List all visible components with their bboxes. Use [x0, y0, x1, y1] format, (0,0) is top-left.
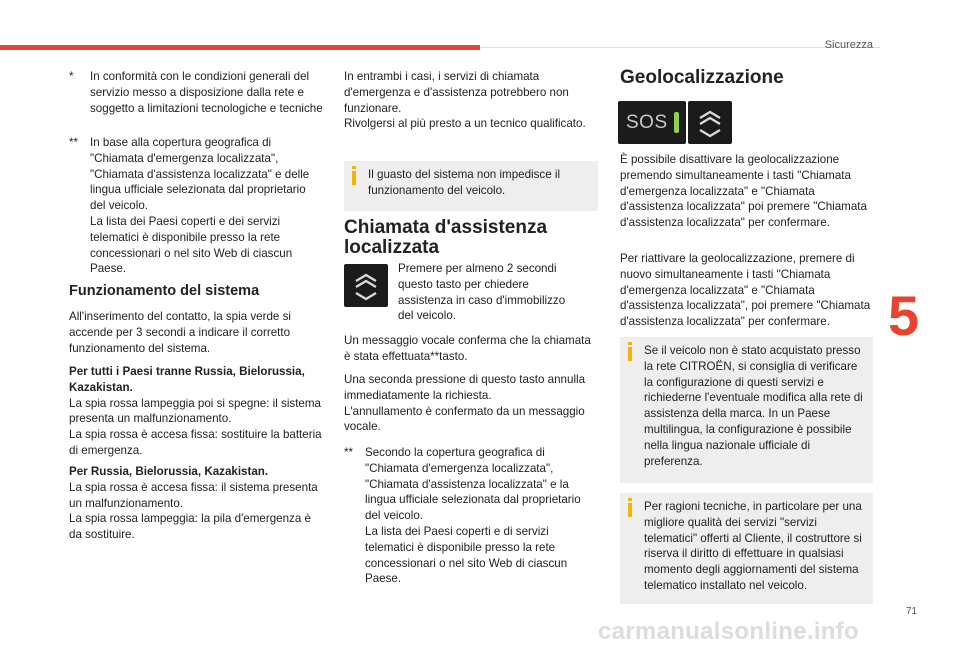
bold-lead: Per Russia, Bielorussia, Kazakistan.	[69, 465, 269, 478]
icon-description: Premere per almeno 2 secondi questo tasto per chiedere assistenza in caso d'immobilizzo del veicolo.	[398, 262, 566, 323]
assistance-button-icon	[344, 264, 388, 307]
paragraph: Per riattivare la geolocalizzazione, premere di nuovo simultaneamente i tasti "Chiamata d'emergenza localizzata" e "Chiamata d'assistenza localizzata", poi premere "Chiamata d'assistenza localizzata" per confermare.	[620, 252, 871, 329]
info-icon	[628, 347, 632, 361]
footnote-text: In conformità con le condizioni generali del servizio messo a disposizione dalla rete e soggetto a limitazioni tecnologiche e tecniche	[90, 70, 323, 115]
paragraph: È possibile disattivare la geolocalizzazione premendo simultaneamente i tasti "Chiamata d'emergenza localizzata" e "Chiamata d'assistenza localizzata" poi premere "Chiamata d'assistenza localizzata" per confermare.	[620, 153, 867, 230]
info-note	[620, 337, 873, 483]
paragraph-line: Rivolgersi al più presto a un tecnico qualificato.	[344, 117, 586, 131]
info-note	[620, 493, 873, 604]
paragraph-line: La spia rossa è accesa fissa: sostituire la batteria di emergenza.	[69, 428, 322, 457]
sos-button-icon	[618, 101, 686, 144]
footnote-text-cont: La lista dei Paesi coperti e di servizi telematici è disponibile presso la rete concessionari o nel sito Web di ciascun Paese.	[365, 524, 568, 586]
assistance-button-icon	[688, 101, 732, 144]
heading-line: Chiamata d'assistenza	[344, 217, 548, 238]
sos-label: SOS	[626, 112, 668, 133]
bold-lead: Per tutti i Paesi tranne Russia, Bielorussia, Kazakistan.	[69, 365, 305, 394]
paragraph: All'inserimento del contatto, la spia verde si accende per 3 secondi a indicare il corretto funzionamento del sistema.	[69, 310, 291, 355]
note-text: Il guasto del sistema non impedisce il funzionamento del veicolo.	[368, 168, 561, 197]
heading-geolocalizzazione: Geolocalizzazione	[620, 67, 784, 88]
watermark: carmanualsonline.info	[598, 618, 860, 645]
green-led-icon	[674, 112, 679, 133]
paragraph-line: La spia rossa lampeggia poi si spegne: il sistema presenta un malfunzionamento.	[69, 396, 321, 426]
footnote-text: Secondo la copertura geografica di "Chiamata d'emergenza localizzata", "Chiamata d'assistenza localizzata" e la lingua ufficiale selezionata dal proprietario del veicolo.	[365, 446, 581, 523]
paragraph: Un messaggio vocale conferma che la chiamata è stata effettuata**tasto.	[344, 334, 591, 363]
footnote-3	[344, 445, 599, 587]
paragraph-line: La spia rossa è accesa fissa: il sistema presenta un malfunzionamento.	[69, 480, 318, 510]
heading-chiamata-assistenza	[344, 218, 547, 258]
footnote-1	[69, 69, 324, 116]
footnote-text: In base alla copertura geografica di "Chiamata d'emergenza localizzata", "Chiamata d'assistenza localizzata" e delle lingua ufficiale selezionata dal proprietario del veicolo.	[90, 136, 310, 213]
info-icon	[352, 171, 356, 185]
heading-line: localizzata	[344, 237, 440, 258]
chapter-number: 5	[888, 284, 920, 347]
section-title: Sicurezza	[824, 39, 873, 51]
footnote-mark: *	[69, 70, 74, 83]
paragraph-block	[69, 364, 324, 459]
note-text: Se il veicolo non è stato acquistato presso la rete CITROËN, si consiglia di verificare la configurazione di questi servizi e richiederne l'eventuale modifica alla rete di assistenza della marca. In un Paese multilingua, la configurazione è possibile nella lingua nazionale ufficiale di preferenza.	[644, 344, 863, 468]
footnote-mark: **	[344, 446, 354, 459]
header-rule	[480, 47, 880, 48]
footnote-2	[69, 135, 324, 277]
paragraph-block	[69, 464, 324, 543]
paragraph-line: La spia rossa lampeggia: la pila d'emergenza è da sostituire.	[69, 512, 311, 542]
footnote-text-cont: La lista dei Paesi coperti e dei servizi telematici è disponibile presso la rete concessionari o nel sito Web di ciascun Paese.	[90, 214, 293, 276]
heading-funzionamento: Funzionamento del sistema	[69, 283, 260, 299]
paragraph-block	[344, 69, 599, 132]
footnote-mark: **	[69, 136, 79, 149]
header-accent-bar	[0, 45, 480, 50]
paragraph-block	[344, 372, 599, 435]
info-note	[344, 161, 598, 211]
paragraph-line: L'annullamento è confermato da un messaggio vocale.	[344, 404, 585, 434]
note-text: Per ragioni tecniche, in particolare per una migliore qualità dei servizi "servizi telematici" offerti al Cliente, il costruttore si riserva il diritto di effettuare in qualsiasi momento degli aggiornamenti del sistema telematico installato nel veicolo.	[644, 500, 862, 592]
page-number: 71	[906, 606, 918, 617]
info-icon	[628, 503, 632, 517]
paragraph-line: Una seconda pressione di questo tasto annulla immediatamente la richiesta.	[344, 373, 586, 402]
paragraph-line: In entrambi i casi, i servizi di chiamata d'emergenza e d'assistenza potrebbero non funzionare.	[344, 70, 569, 115]
